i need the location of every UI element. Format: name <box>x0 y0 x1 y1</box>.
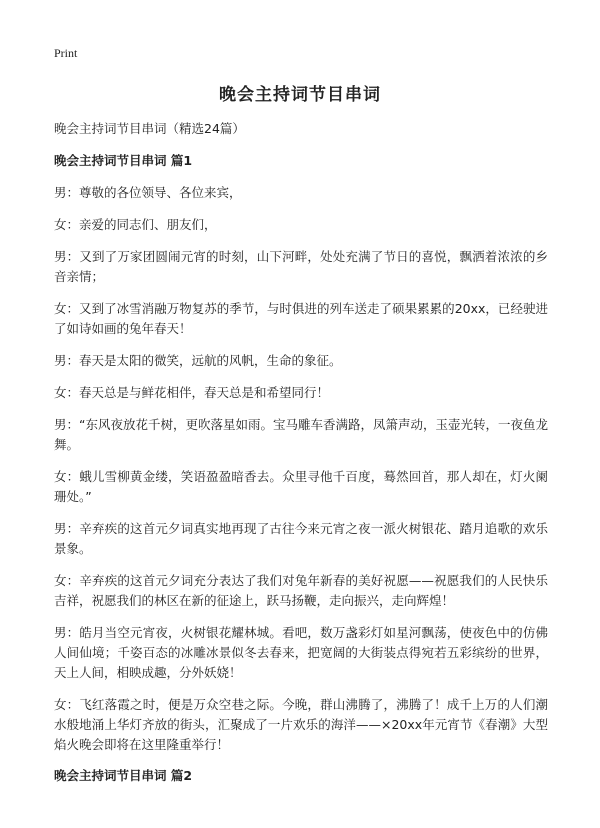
section-heading: 晚会主持词节目串词 篇2 <box>54 768 193 783</box>
paragraph: 女：辛弃疾的这首元夕词充分表达了我们对兔年新春的美好祝愿——祝愿我们的人民快乐吉祥，祝愿我们的林区在新的征途上，跃马扬鞭，走向振兴，走向辉煌！ <box>54 573 548 608</box>
paragraph: 男：尊敬的各位领导、各位来宾， <box>54 185 242 200</box>
print-link[interactable]: Print <box>54 46 78 60</box>
paragraph: 男：皓月当空元宵夜，火树银花耀林城。看吧，数万盏彩灯如星河飘荡，使夜色中的仿佛人间仙境；千姿百态的冰雕冰景似冬去春来，把宽阔的大街装点得宛若五彩缤纷的世界，天上人间，相映成趣，分外妖娆！ <box>54 625 548 680</box>
document-body <box>54 120 548 798</box>
paragraph: 女：飞红落霞之时，便是万众空巷之际。今晚，群山沸腾了，沸腾了！成千上万的人们潮水般地涌上华灯齐放的街头，汇聚成了一片欢乐的海洋——×20xx年元宵节《春潮》大型焰火晚会即将在这里隆重举行！ <box>54 697 548 752</box>
paragraph: 女：春天总是与鲜花相伴，春天总是和希望同行！ <box>54 385 330 400</box>
paragraph: 男：“东风夜放花千树，更吹落星如雨。宝马雕车香满路，凤箫声动，玉壶光转，一夜鱼龙舞。 <box>54 417 548 452</box>
paragraph: 男：辛弃疾的这首元夕词真实地再现了古往今来元宵之夜一派火树银花、踏月追歌的欢乐景象。 <box>54 521 548 556</box>
page-title: 晚会主持词节目串词 <box>219 85 381 105</box>
section-1 <box>54 152 548 755</box>
section-heading: 晚会主持词节目串词 篇1 <box>54 153 193 168</box>
paragraph: 女：蛾儿雪柳黄金缕，笑语盈盈暗香去。众里寻他千百度，蓦然回首，那人却在，灯火阑珊处。” <box>54 469 548 504</box>
document-subtitle: 晚会主持词节目串词（精选24篇） <box>54 121 245 136</box>
paragraph: 女：亲爱的同志们、朋友们， <box>54 217 217 232</box>
section-2 <box>54 767 548 785</box>
paragraph: 男：春天是太阳的微笑，远航的风帆，生命的象征。 <box>54 353 342 368</box>
paragraph: 女：又到了冰雪消融万物复苏的季节，与时俱进的列车送走了硕果累累的20xx，已经驶进了如诗如画的兔年春天！ <box>54 301 548 336</box>
paragraph: 男：又到了万家团圆闹元宵的时刻，山下河畔，处处充满了节日的喜悦，飘洒着浓浓的乡音亲情； <box>54 249 548 284</box>
